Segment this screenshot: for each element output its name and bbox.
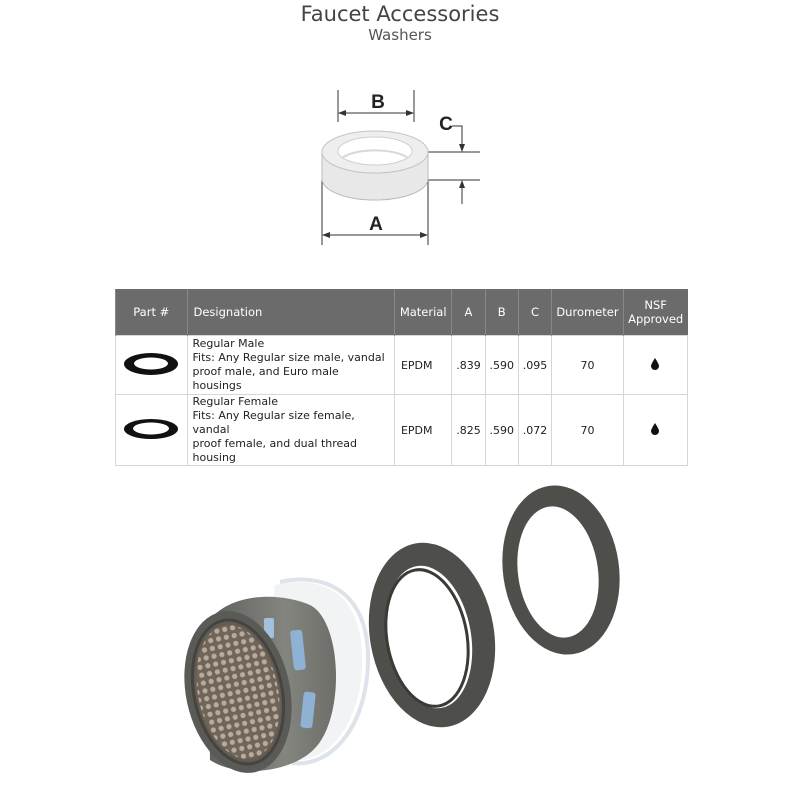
col-header-a: A (452, 289, 485, 336)
dimension-label-a: A (369, 214, 383, 235)
designation-cell (187, 336, 394, 395)
dim-a-cell: .839 (452, 336, 485, 395)
dim-a-cell: .825 (452, 395, 485, 466)
part-image-cell (116, 395, 188, 466)
black-washer-icon (121, 349, 181, 379)
col-header-designation: Designation (187, 289, 394, 336)
washer-back (492, 480, 631, 662)
designation-name: Regular Male (192, 337, 265, 350)
washer-dimension-diagram (300, 80, 500, 250)
designation-fits-cont: proof male, and Euro male housings (192, 365, 339, 392)
table-row (116, 395, 688, 466)
durometer-cell: 70 (552, 395, 624, 466)
col-header-c: C (518, 289, 551, 336)
dim-b-cell: .590 (485, 336, 518, 395)
col-header-nsf (623, 289, 687, 336)
black-washer-icon (121, 414, 181, 444)
dimension-label-b: B (371, 92, 385, 113)
dim-c-cell: .072 (518, 395, 551, 466)
table-row (116, 336, 688, 395)
col-header-material: Material (394, 289, 451, 336)
col-header-part: Part # (116, 289, 188, 336)
material-cell: EPDM (394, 395, 451, 466)
nsf-cell (623, 336, 687, 395)
designation-name: Regular Female (192, 395, 278, 408)
page-title: Faucet Accessories (300, 2, 500, 26)
col-header-nsf-line2: Approved (628, 312, 684, 326)
col-header-durometer: Durometer (552, 289, 624, 336)
designation-fits: Fits: Any Regular size female, vandal (192, 409, 355, 436)
dim-b-cell: .590 (485, 395, 518, 466)
designation-fits: Fits: Any Regular size male, vandal (192, 351, 385, 364)
dimension-label-c: C (439, 114, 453, 135)
washer-front (355, 533, 509, 738)
designation-fits-cont: proof female, and dual thread housing (192, 437, 358, 464)
col-header-nsf-line1: NSF (644, 298, 667, 312)
nsf-drop-icon (650, 358, 660, 370)
nsf-drop-icon (650, 423, 660, 435)
durometer-cell: 70 (552, 336, 624, 395)
table-header-row (116, 289, 688, 336)
part-image-cell (116, 336, 188, 395)
aerator-and-washers-photo (170, 480, 640, 780)
nsf-cell (623, 395, 687, 466)
page-subtitle: Washers (368, 26, 432, 44)
aerator-insert (170, 580, 368, 780)
washer-spec-table (115, 289, 688, 466)
designation-cell (187, 395, 394, 466)
dim-c-cell: .095 (518, 336, 551, 395)
material-cell: EPDM (394, 336, 451, 395)
col-header-b: B (485, 289, 518, 336)
